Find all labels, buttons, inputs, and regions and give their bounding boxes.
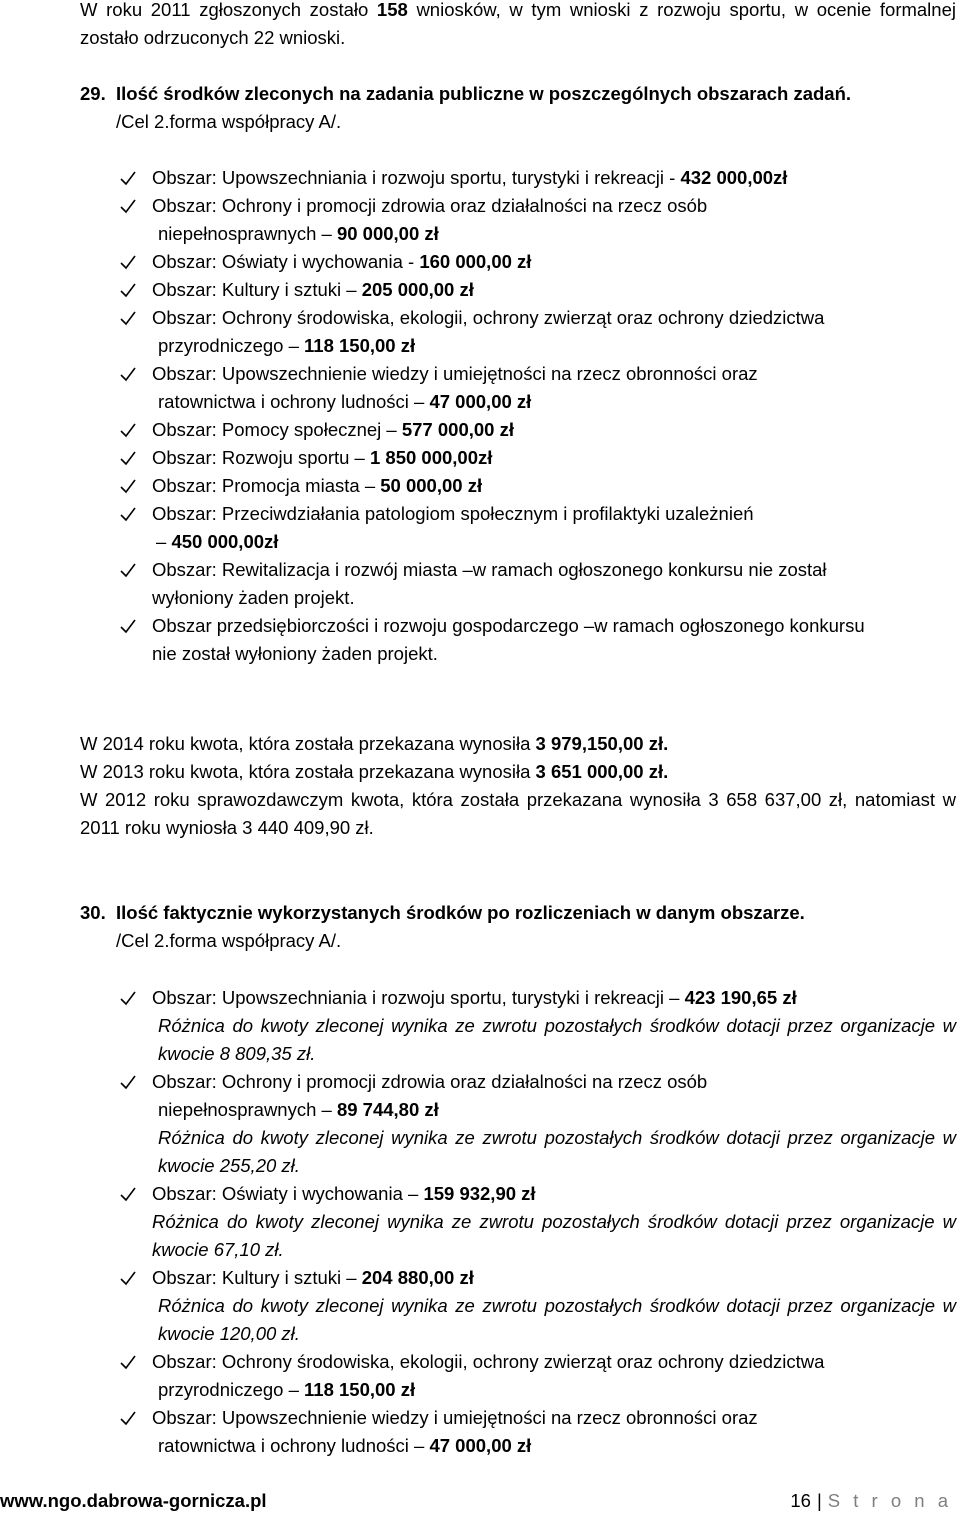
checkmark-icon: [120, 304, 140, 332]
item-text-cont: przyrodniczego – 118 150,00 zł: [158, 335, 416, 356]
item-text-cont: ratownictwa i ochrony ludności – 47 000,00 zł: [158, 1435, 532, 1456]
item-text: Obszar: Upowszechnienie wiedzy i umiejętności na rzecz obronności oraz: [152, 1407, 758, 1428]
checkmark-icon: [120, 164, 140, 192]
checkmark-icon: [120, 1180, 140, 1208]
list-item: [0, 1068, 960, 1180]
intro-text-1: W roku 2011 zgłoszonych zostało: [80, 0, 377, 20]
item-text: Obszar: Promocja miasta – 50 000,00 zł: [152, 475, 483, 496]
item-text-cont: wyłoniony żaden projekt.: [152, 587, 355, 608]
item-text: Obszar przedsiębiorczości i rozwoju gospodarczego –w ramach ogłoszonego konkursu: [152, 615, 865, 636]
section-number: 30.: [80, 902, 106, 923]
section-30-list: [0, 984, 960, 1460]
item-text: Obszar: Kultury i sztuki – 204 880,00 zł: [152, 1267, 474, 1288]
checkmark-icon: [120, 984, 140, 1012]
section-30-subtitle: /Cel 2.forma współpracy A/.: [116, 930, 342, 951]
section-title: Ilość faktycznie wykorzystanych środków po rozliczeniach w danym obszarze.: [116, 902, 805, 923]
list-item: [0, 248, 960, 276]
intro-text-2: wniosków, w tym wnioski z rozwoju sportu, w ocenie formalnej zostało odrzuconych 22 wnioski.: [80, 0, 956, 48]
item-text: Obszar: Upowszechniania i rozwoju sportu, turystyki i rekreacji – 423 190,65 zł: [152, 987, 797, 1008]
list-item: [0, 500, 960, 556]
section-29-subtitle: /Cel 2.forma współpracy A/.: [116, 111, 342, 132]
item-text: Obszar: Oświaty i wychowania – 159 932,90 zł: [152, 1183, 536, 1204]
checkmark-icon: [120, 556, 140, 584]
item-note: Różnica do kwoty zleconej wynika ze zwrotu pozostałych środków dotacji przez organizacje w kwocie 67,10 zł.: [152, 1211, 956, 1260]
item-text-cont: niepełnosprawnych – 89 744,80 zł: [158, 1099, 439, 1120]
item-text: Obszar: Ochrony i promocji zdrowia oraz działalności na rzecz osób: [152, 195, 708, 216]
item-text: Obszar: Ochrony i promocji zdrowia oraz działalności na rzecz osób: [152, 1071, 708, 1092]
item-text: Obszar: Pomocy społecznej – 577 000,00 zł: [152, 419, 514, 440]
list-item: [0, 164, 960, 192]
list-item: [0, 444, 960, 472]
item-text-cont: przyrodniczego – 118 150,00 zł: [158, 1379, 416, 1400]
section-30-heading: [80, 899, 956, 927]
list-item: [0, 304, 960, 360]
item-note: Różnica do kwoty zleconej wynika ze zwrotu pozostałych środków dotacji przez organizacje w kwocie 255,20 zł.: [158, 1127, 956, 1176]
item-note: Różnica do kwoty zleconej wynika ze zwrotu pozostałych środków dotacji przez organizacje w kwocie 8 809,35 zł.: [158, 1015, 956, 1064]
item-text: Obszar: Ochrony środowiska, ekologii, ochrony zwierząt oraz ochrony dziedzictwa: [152, 307, 825, 328]
checkmark-icon: [120, 248, 140, 276]
checkmark-icon: [120, 1348, 140, 1376]
page-number: 16 | S t r o n a: [790, 1490, 952, 1511]
summary-2014: W 2014 roku kwota, która została przekazana wynosiła 3 979,150,00 zł.: [80, 733, 669, 754]
list-item: [0, 984, 960, 1068]
list-item: [0, 1264, 960, 1348]
item-text: Obszar: Ochrony środowiska, ekologii, ochrony zwierząt oraz ochrony dziedzictwa: [152, 1351, 825, 1372]
item-text: Obszar: Upowszechnienie wiedzy i umiejętności na rzecz obronności oraz: [152, 363, 758, 384]
item-text: Obszar: Rozwoju sportu – 1 850 000,00zł: [152, 447, 493, 468]
summary-2013: W 2013 roku kwota, która została przekazana wynosiła 3 651 000,00 zł.: [80, 761, 669, 782]
item-text-cont: ratownictwa i ochrony ludności – 47 000,00 zł: [158, 391, 532, 412]
checkmark-icon: [120, 360, 140, 388]
list-item: [0, 612, 960, 668]
checkmark-icon: [120, 192, 140, 220]
item-text: Obszar: Rewitalizacja i rozwój miasta –w ramach ogłoszonego konkursu nie został: [152, 559, 827, 580]
item-note: Różnica do kwoty zleconej wynika ze zwrotu pozostałych środków dotacji przez organizacje w kwocie 120,00 zł.: [158, 1295, 956, 1344]
section-29-heading: [80, 80, 956, 108]
checkmark-icon: [120, 276, 140, 304]
checkmark-icon: [120, 472, 140, 500]
list-item: [0, 360, 960, 416]
list-item: [0, 192, 960, 248]
checkmark-icon: [120, 416, 140, 444]
list-item: [0, 416, 960, 444]
summary-2012: W 2012 roku sprawozdawczym kwota, która została przekazana wynosiła 3 658 637,00 zł, natomiast w 2011 roku wyniosła 3 440 409,90 zł.: [80, 789, 956, 838]
item-text: Obszar: Oświaty i wychowania - 160 000,00 zł: [152, 251, 532, 272]
list-item: [0, 556, 960, 612]
intro-count: 158: [376, 0, 408, 20]
item-text-cont: niepełnosprawnych – 90 000,00 zł: [158, 223, 439, 244]
checkmark-icon: [120, 444, 140, 472]
checkmark-icon: [120, 1264, 140, 1292]
list-item: [0, 276, 960, 304]
list-item: [0, 1348, 960, 1404]
item-text: Obszar: Upowszechniania i rozwoju sportu, turystyki i rekreacji - 432 000,00zł: [152, 167, 788, 188]
intro-paragraph: [80, 0, 956, 52]
checkmark-icon: [120, 500, 140, 528]
list-item: [0, 1180, 960, 1264]
checkmark-icon: [120, 612, 140, 640]
item-text: Obszar: Przeciwdziałania patologiom społecznym i profilaktyki uzależnień: [152, 503, 754, 524]
list-item: [0, 472, 960, 500]
section-title: Ilość środków zleconych na zadania publiczne w poszczególnych obszarach zadań.: [116, 83, 852, 104]
list-item: [0, 1404, 960, 1460]
checkmark-icon: [120, 1068, 140, 1096]
item-text: Obszar: Kultury i sztuki – 205 000,00 zł: [152, 279, 474, 300]
footer-url-link[interactable]: www.ngo.dabrowa-gornicza.pl: [0, 1490, 267, 1511]
section-number: 29.: [80, 83, 106, 104]
section-29-list: [0, 164, 960, 668]
item-text-cont: – 450 000,00zł: [156, 531, 279, 552]
item-text-cont: nie został wyłoniony żaden projekt.: [152, 643, 438, 664]
checkmark-icon: [120, 1404, 140, 1432]
